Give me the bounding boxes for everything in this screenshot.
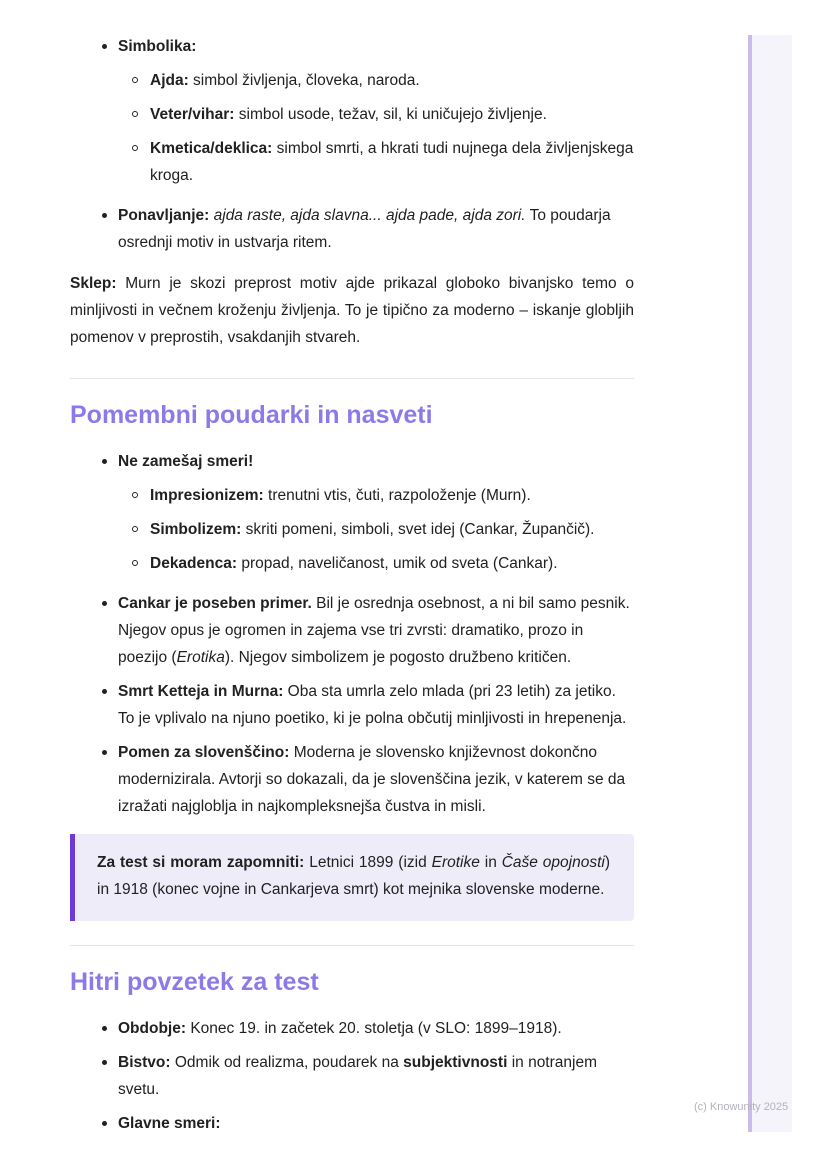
- list-item-ne-zamesaj: Ne zamešaj smeri!: [70, 448, 634, 475]
- list-item-veter: Veter/vihar: simbol usode, težav, sil, ki uničujejo življenje.: [70, 101, 634, 128]
- list-item-dekadenca: Dekadenca: propad, naveličanost, umik od sveta (Cankar).: [70, 550, 634, 577]
- list-item-pomen: Pomen za slovenščino: Moderna je slovensko književnost dokončno modernizirala. Avtorji so dokazali, da je slovenščina jezik, v katerem se da izražati najgloblja in najkompleksnejša čustva in misli.: [70, 739, 634, 820]
- list-item-ponavljanje: Ponavljanje: ajda raste, ajda slavna... ajda pade, ajda zori. To poudarja osrednji motiv in ustvarja ritem.: [70, 202, 634, 256]
- section-heading-povzetek: Hitri povzetek za test: [70, 968, 319, 996]
- list-item-ajda: Ajda: simbol življenja, človeka, naroda.: [70, 67, 634, 94]
- section-heading-poudarki: Pomembni poudarki in nasveti: [70, 401, 433, 429]
- divider: [70, 378, 634, 379]
- list-item-simbolika: Simbolika:: [70, 33, 634, 60]
- list-item-cankar: Cankar je poseben primer. Bil je osrednja osebnost, a ni bil samo pesnik. Njegov opus je ogromen in zajema vse tri zvrsti: dramatiko, prozo in poezijo (Erotika). Njegov simbolizem je pogosto družbeno kritičen.: [70, 590, 634, 671]
- sklep-paragraph: Sklep: Murn je skozi preprost motiv ajde prikazal globoko bivanjsko temo o minljivosti in večnem kroženju življenja. To je tipično za moderno – iskanje globljih pomenov v preprostih, vsakdanjih stvareh.: [70, 275, 634, 346]
- list-item-impresionizem: Impresionizem: trenutni vtis, čuti, razpoloženje (Murn).: [70, 482, 634, 509]
- next-page-edge: [748, 35, 792, 1132]
- list-item-obdobje: Obdobje: Konec 19. in začetek 20. stoletja (v SLO: 1899–1918).: [70, 1015, 634, 1042]
- list-item-glavne-smeri: Glavne smeri:: [70, 1110, 634, 1137]
- list-item-smrt: Smrt Ketteja in Murna: Oba sta umrla zelo mlada (pri 23 letih) za jetiko. To je vplivalo na njuno poetiko, ki je polna občutij minljivosti in hrepenenja.: [70, 678, 634, 732]
- divider: [70, 945, 634, 946]
- list-item-simbolizem: Simbolizem: skriti pomeni, simboli, svet idej (Cankar, Župančič).: [70, 516, 634, 543]
- list-item-kmetica: Kmetica/deklica: simbol smrti, a hkrati tudi nujnega dela življenjskega kroga.: [70, 135, 634, 189]
- list-item-bistvo: Bistvo: Odmik od realizma, poudarek na subjektivnosti in notranjem svetu.: [70, 1049, 634, 1103]
- copyright-watermark: (c) Knowunity 2025: [694, 1101, 789, 1113]
- note-callout: Za test si moram zapomniti: Letnici 1899 (izid Erotike in Čaše opojnosti) in 1918 (konec vojne in Cankarjeva smrt) kot mejnika slovenske moderne.: [70, 834, 634, 921]
- notes-content: [70, 0, 634, 1144]
